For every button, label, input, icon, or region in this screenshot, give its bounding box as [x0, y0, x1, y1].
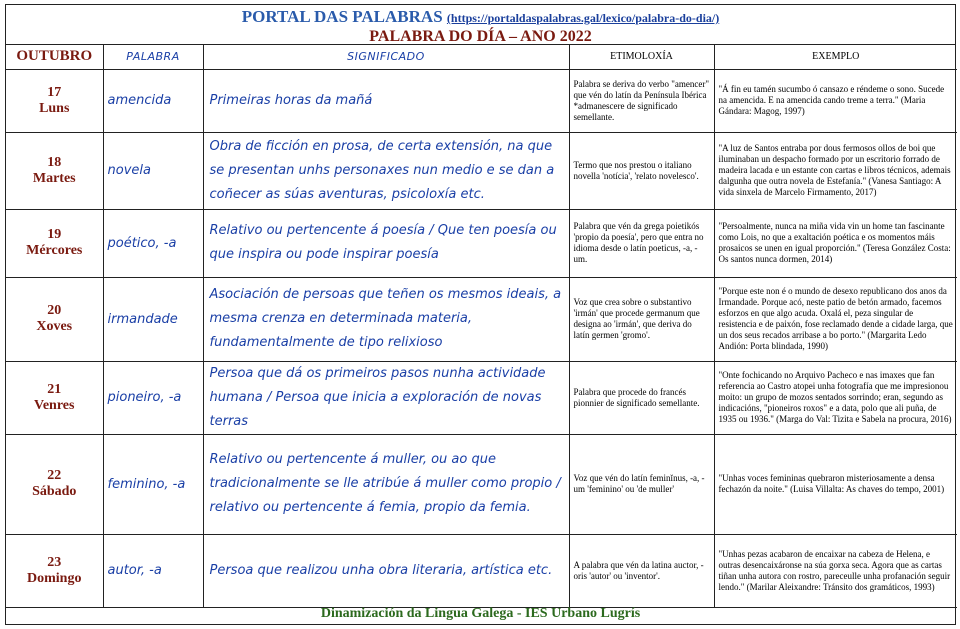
table-row	[6, 534, 957, 607]
day-cell	[6, 277, 103, 361]
calendar-sheet	[5, 4, 956, 625]
day-cell	[6, 534, 103, 607]
col-header-etymology: ETIMOLOXÍA	[569, 45, 714, 69]
weekday: Luns	[39, 100, 70, 116]
example-cell: "Unhas voces femininas quebraron misteriosamente a densa fechazón da noite." (Luisa Villalta: As chaves do tempo, 2001)	[714, 434, 957, 534]
example-cell: "Porque este non é o mundo de desexo republicano dos anos da Irmandade. Porque acó, neste patio de betón armado, facemos esforzos en que algo acuda. Oxalá el, peza singular de resistencia e de paixón, fose reclamado dende a cidade larga, que un dos seus recados arribase a bo porto." (Margarita Ledo Andión: Porta blindada, 1990)	[714, 277, 957, 361]
etymology-cell: Voz que crea sobre o substantivo 'irmán' que procede germanum que designa ao 'irmán', que deriva do latín germen 'gromo'.	[569, 277, 714, 361]
col-header-month: OUTUBRO	[6, 45, 103, 69]
table-row	[6, 434, 957, 534]
words-table	[6, 45, 957, 608]
col-header-meaning: SIGNIFICADO	[203, 45, 569, 69]
example-cell: "Onte fochicando no Arquivo Pacheco e nas imaxes que fan referencia ao Castro atopei unha fotografía que me impresionou moito: un grupo de mozos sentados sorrindo; eran, segundo as indicacións, "pioneiros roxos" e a data, polo que ali puña, de 1935 ou 1936." (Marga do Val: Tizita e Sabela na procura, 2016)	[714, 361, 957, 434]
portal-link[interactable]: (https://portaldaspalabras.gal/lexico/palabra-do-dia/)	[446, 11, 720, 25]
etymology-cell: Palabra se deriva do verbo "amencer" que vén do latín da Península Ibérica *admanescere de significado semellante.	[569, 69, 714, 132]
word-cell: poético, -a	[103, 209, 203, 277]
definition-cell: Primeiras horas da mañá	[203, 69, 569, 132]
table-row	[6, 361, 957, 434]
weekday: Xoves	[36, 319, 73, 334]
word-cell: irmandade	[103, 277, 203, 361]
etymology-cell: A palabra que vén da latina auctor, -oris 'autor' ou 'inventor'.	[569, 534, 714, 607]
weekday: Venres	[34, 397, 75, 413]
day-cell	[6, 209, 103, 277]
word-cell: feminino, -a	[103, 434, 203, 534]
table-header-row	[6, 45, 957, 69]
header-title-line	[6, 5, 955, 28]
day-number: 17	[47, 84, 62, 100]
col-header-word: PALABRA	[103, 45, 203, 69]
day-number: 19	[47, 227, 62, 242]
weekday: Sábado	[32, 484, 77, 499]
day-cell	[6, 361, 103, 434]
etymology-cell: Palabra que vén da grega poietikós 'propio da poesía', pero que entra no idioma desde o latín poeticus, -a, -um.	[569, 209, 714, 277]
col-header-example: EXEMPLO	[714, 45, 957, 69]
etymology-cell: Palabra que procede do francés pionnier de significado semellante.	[569, 361, 714, 434]
day-cell	[6, 434, 103, 534]
definition-cell: Asociación de persoas que teñen os mesmos ideais, a mesma crenza en determinada materia, fundamentalmente de tipo relixioso	[203, 277, 569, 361]
day-cell	[6, 132, 103, 209]
page-footer: Dinamización da Lingua Galega - IES Urbano Lugrís	[320, 606, 641, 621]
table-row	[6, 69, 957, 132]
table-row	[6, 209, 957, 277]
weekday: Martes	[32, 170, 76, 186]
weekday: Domingo	[27, 570, 82, 586]
definition-cell: Persoa que realizou unha obra literaria, artística etc.	[203, 534, 569, 607]
etymology-cell: Voz que vén do latín feminĭnus, -a, -um 'feminino' ou 'de muller'	[569, 434, 714, 534]
day-number: 23	[47, 554, 62, 570]
word-cell: autor, -a	[103, 534, 203, 607]
portal-title: PORTAL DAS PALABRAS	[241, 7, 443, 26]
day-number: 20	[47, 303, 62, 318]
example-cell: "Unhas pezas acabaron de encaixar na cabeza de Helena, e outras desencaixáronse na súa gorxa seca. Agora que as cartas tiñan unha autora con rostro, pareceulle unha profanación seguir lendo." (Marilar Aleixandre: Tránsito dos gramáticos, 1993)	[714, 534, 957, 607]
example-cell: "A luz de Santos entraba por dous fermosos ollos de boi que iluminaban un despacho formado por un escritorio forrado de madeira lacada e un estante con cartas e libros técnicos, ademais dalgunha que outra novela de Estefanía." (Vanesa Santiago: A vida sinxela de Marcelo Firmamento, 2017)	[714, 132, 957, 209]
definition-cell: Obra de ficción en prosa, de certa extensión, na que se presentan unhs personaxes nun medio e se dan a coñecer as súas aventuras, psicoloxía etc.	[203, 132, 569, 209]
word-cell: pioneiro, -a	[103, 361, 203, 434]
page-header	[6, 5, 955, 45]
definition-cell: Relativo ou pertencente á poesía / Que ten poesía ou que inspira ou pode inspirar poesía	[203, 209, 569, 277]
word-cell: amencida	[103, 69, 203, 132]
day-number: 18	[47, 154, 62, 170]
weekday: Mércores	[26, 243, 83, 258]
example-cell: "Persoalmente, nunca na miña vida vin un home tan fascinante como Lois, no que a exaltación poética e os momentos máis prosaicos se unen en igual proporción." (Teresa González Costa: Os santos nunca dormen, 2014)	[714, 209, 957, 277]
etymology-cell: Termo que nos prestou o italiano novella 'notícia', 'relato novelesco'.	[569, 132, 714, 209]
table-row	[6, 277, 957, 361]
page-subtitle: PALABRA DO DÍA – ANO 2022	[369, 28, 592, 45]
example-cell: "Á fin eu tamén sucumbo ó cansazo e réndeme o sono. Sucede na amencida. E na amencida cando treme a terra." (Maria Gándara: Magog, 1997)	[714, 69, 957, 132]
day-number: 22	[47, 468, 62, 483]
definition-cell: Relativo ou pertencente á muller, ou ao que tradicionalmente se lle atribúe á muller como propio / relativo ou pertencente á femia, propio da femia.	[203, 434, 569, 534]
day-cell	[6, 69, 103, 132]
table-row	[6, 132, 957, 209]
definition-cell: Persoa que dá os primeiros pasos nunha actividade humana / Persoa que inicia a exploración de novas terras	[203, 361, 569, 434]
day-number: 21	[47, 381, 62, 397]
word-cell: novela	[103, 132, 203, 209]
